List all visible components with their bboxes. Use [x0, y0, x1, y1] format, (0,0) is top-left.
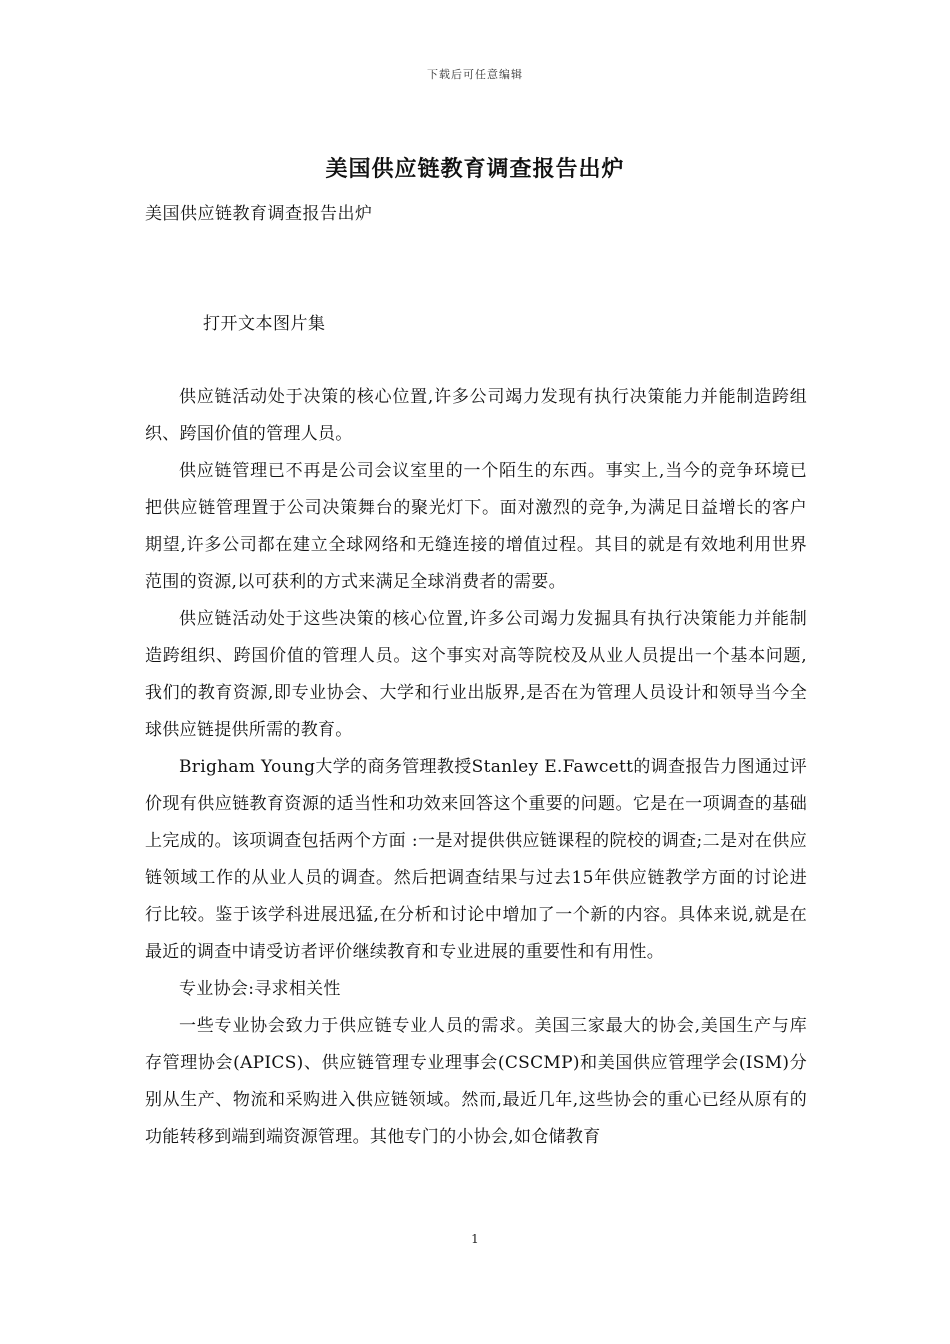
document-content: [145, 196, 807, 1156]
document-title: 美国供应链教育调查报告出炉: [325, 156, 625, 182]
paragraph: 供应链活动处于这些决策的核心位置,许多公司竭力发掘具有执行决策能力并能制造跨组织、跨国价值的管理人员。这个事实对高等院校及从业人员提出一个基本问题,我们的教育资源,即专业协会、大学和行业出版界,是否在为管理人员设计和领导当今全球供应链提供所需的教育。: [145, 609, 807, 740]
section-heading: 专业协会:寻求相关性: [179, 979, 341, 999]
page-header-note: 下载后可任意编辑: [427, 68, 523, 81]
page-number: 1: [471, 1232, 479, 1246]
paragraph: 供应链管理已不再是公司会议室里的一个陌生的东西。事实上,当今的竞争环境已把供应链管理置于公司决策舞台的聚光灯下。面对激烈的竞争,为满足日益增长的客户期望,许多公司都在建立全球网络和无缝连接的增值过程。其目的就是有效地利用世界范围的资源,以可获利的方式来满足全球消费者的需要。: [145, 461, 807, 592]
document-subtitle: 美国供应链教育调查报告出炉: [145, 204, 373, 224]
document-body: [145, 379, 807, 1156]
open-image-gallery-link[interactable]: 打开文本图片集: [203, 314, 326, 334]
paragraph: 供应链活动处于决策的核心位置,许多公司竭力发现有执行决策能力并能制造跨组织、跨国价值的管理人员。: [145, 387, 807, 444]
paragraph: 一些专业协会致力于供应链专业人员的需求。美国三家最大的协会,美国生产与库存管理协会(APICS)、供应链管理专业理事会(CSCMP)和美国供应管理学会(ISM)分别从生产、物流和采购进入供应链领域。然而,最近几年,这些协会的重心已经从原有的功能转移到端到端资源管理。其他专门的小协会,如仓储教育: [145, 1016, 807, 1147]
paragraph: Brigham Young大学的商务管理教授Stanley E.Fawcett的调查报告力图通过评价现有供应链教育资源的适当性和功效来回答这个重要的问题。它是在一项调查的基础上完成的。该项调查包括两个方面 :一是对提供供应链课程的院校的调查;二是对在供应链领域工作的从业人员的调查。然后把调查结果与过去15年供应链教学方面的讨论进行比较。鉴于该学科进展迅猛,在分析和讨论中增加了一个新的内容。具体来说,就是在最近的调查中请受访者评价继续教育和专业进展的重要性和有用性。: [145, 757, 807, 962]
